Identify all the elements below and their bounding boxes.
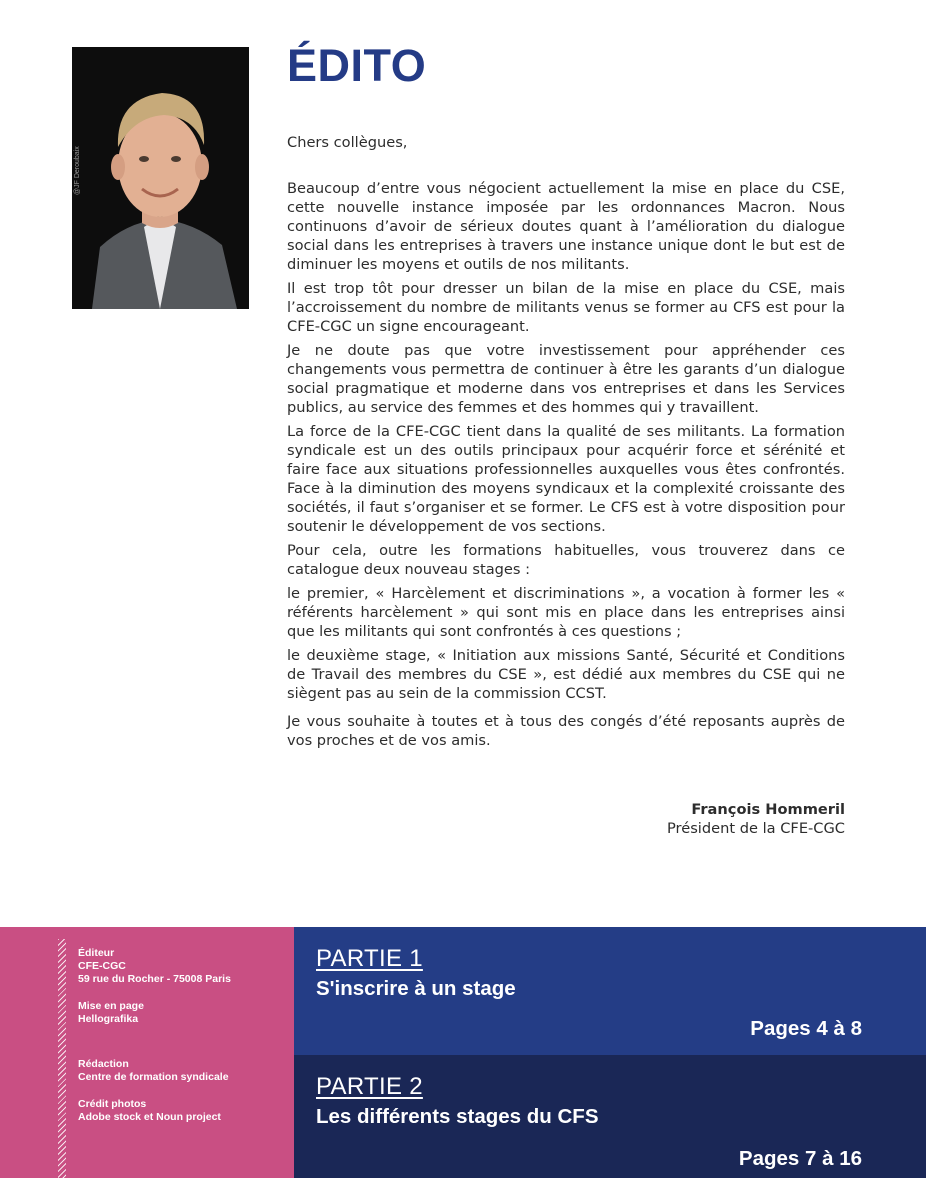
photo-credit: @JF Deroubaix	[74, 146, 81, 195]
part-title: Les différents stages du CFS	[316, 1105, 599, 1128]
paragraph: Beaucoup d’entre vous négocient actuellement la mise en place du CSE, cette nouvelle instance imposée par les ordonnances Macron. Nous continuons d’avoir de sérieux doutes quant à l’amélioration du dialogue social dans les entreprises à travers une instance unique dont le but est de diminuer les moyens et outils de nos militants.	[287, 180, 845, 273]
part-1-panel[interactable]	[294, 927, 926, 1055]
part-2-panel[interactable]	[294, 1055, 926, 1178]
part-label: PARTIE 1	[316, 945, 423, 972]
paragraph: le premier, « Harcèlement et discriminations », a vocation à former les « référents harcèlement » qui sont mis en place dans les entreprises ainsi que les militants qui sont confrontés à ces questions ;	[287, 585, 845, 640]
paragraph: Je ne doute pas que votre investissement pour appréhender ces changements vous permettra de continuer à être les garants d’un dialogue social pragmatique et moderne dans vos entreprises et dans les Services publics, au service des femmes et des hommes qui y travaillent.	[287, 342, 845, 416]
part-label: PARTIE 2	[316, 1073, 423, 1100]
paragraph: La force de la CFE-CGC tient dans la qualité de ses militants. La formation syndicale est un des outils principaux pour acquérir force et sérénité et faire face aux situations professionnelles auxquelles vous êtes confrontés. Face à la diminution des moyens syndicaux et la complexité croissante des sociétés, il faut s’organiser et se former. Le CFS est à votre disposition pour soutenir le développement de vos sections.	[287, 423, 845, 535]
credit-label: Rédaction	[78, 1058, 129, 1070]
part-title: S'inscrire à un stage	[316, 977, 516, 1000]
paragraph: le deuxième stage, « Initiation aux missions Santé, Sécurité et Conditions de Travail des membres du CSE », est dédié aux membres du CSE qui ne siègent pas au sein de la commission CCST.	[287, 647, 845, 702]
credit-value: 59 rue du Rocher - 75008 Paris	[78, 973, 231, 985]
page-title: ÉDITO	[287, 40, 427, 91]
part-pages: Pages 7 à 16	[738, 1147, 862, 1170]
portrait-photo	[72, 47, 249, 309]
credit-value: Hellografika	[78, 1013, 139, 1025]
credit-label: Mise en page	[78, 1000, 144, 1012]
credit-label: Éditeur	[78, 947, 115, 959]
credits	[78, 947, 288, 1138]
part-pages: Pages 4 à 8	[750, 1017, 862, 1040]
credit-label: Crédit photos	[78, 1098, 147, 1110]
portrait-illustration	[72, 47, 249, 309]
hatch-decoration	[58, 939, 66, 1179]
editorial-body	[287, 133, 845, 755]
greeting: Chers collègues,	[287, 134, 408, 151]
credit-value: Adobe stock et Noun project	[78, 1111, 221, 1123]
paragraph: Il est trop tôt pour dresser un bilan de la mise en place du CSE, mais l’accroissement du nombre de militants venus se former au CFS est pour la CFE-CGC un signe encourageant.	[287, 280, 845, 335]
paragraph: Je vous souhaite à toutes et à tous des congés d’été reposants auprès de vos proches et de vos amis.	[287, 713, 845, 749]
signature-name: François Hommeril	[691, 801, 845, 818]
credit-writing	[78, 1058, 288, 1084]
credit-editor	[78, 947, 288, 986]
credit-value: CFE-CGC	[78, 960, 126, 972]
signature-role: Président de la CFE-CGC	[667, 820, 845, 837]
credit-value: Centre de formation syndicale	[78, 1071, 229, 1083]
credits-panel	[0, 927, 294, 1178]
signature	[667, 800, 845, 838]
paragraph: Pour cela, outre les formations habituelles, vous trouverez dans ce catalogue deux nouveau stages :	[287, 542, 845, 578]
credit-photos	[78, 1098, 288, 1124]
credit-layout	[78, 1000, 288, 1026]
